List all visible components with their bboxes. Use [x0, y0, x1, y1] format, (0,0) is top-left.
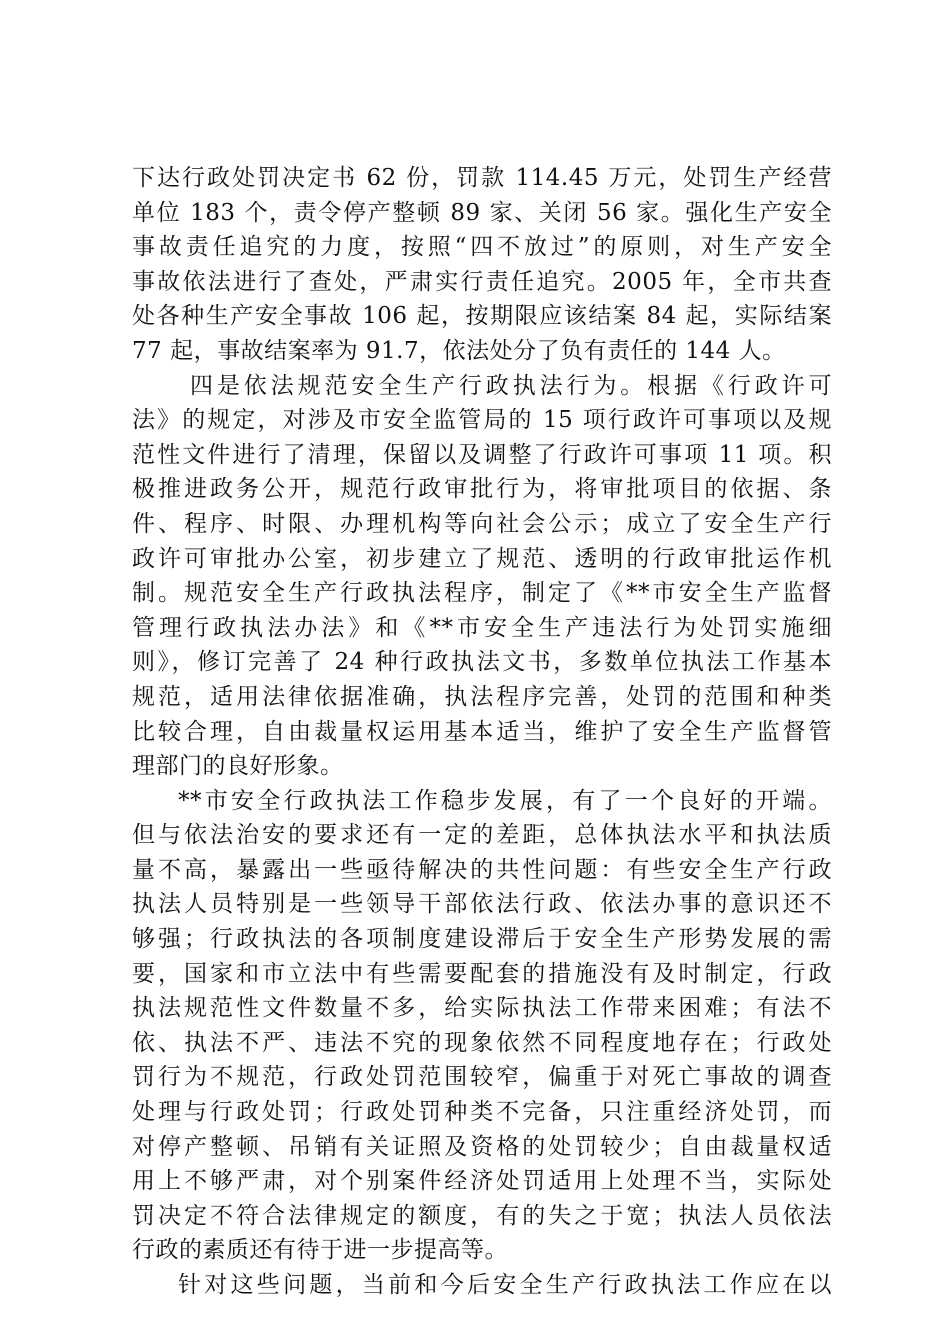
- text-line: 事故依法进行了查处，严肃实行责任追究。2005 年，全市共查: [132, 268, 832, 295]
- text-line: 罚行为不规范，行政处罚范围较窄，偏重于对死亡事故的调查: [132, 1064, 832, 1091]
- text-line: 政许可审批办公室，初步建立了规范、透明的行政审批运作机: [132, 545, 832, 572]
- paragraph-start-line: **市安全行政执法工作稳步发展，有了一个良好的开端。: [178, 787, 832, 814]
- text-line: 行政的素质还有待于进一步提高等。: [132, 1237, 508, 1264]
- text-line: 执法人员特别是一些领导干部依法行政、依法办事的意识还不: [132, 891, 832, 918]
- text-line: 件、程序、时限、办理机构等向社会公示；成立了安全生产行: [132, 510, 832, 537]
- text-line: 但与依法治安的要求还有一定的差距，总体执法水平和执法质: [132, 822, 832, 849]
- text-line: 用上不够严肃，对个别案件经济处罚适用上处理不当，实际处: [132, 1168, 832, 1195]
- text-line: 77 起，事故结案率为 91.7，依法处分了负有责任的 144 人。: [132, 337, 786, 364]
- text-line: 依、执法不严、违法不究的现象依然不同程度地存在；行政处: [132, 1029, 832, 1056]
- text-line: 规范，适用法律依据准确，执法程序完善，处罚的范围和种类: [132, 683, 832, 710]
- text-line: 管理行政执法办法》和《**市安全生产违法行为处罚实施细: [132, 614, 832, 641]
- text-line: 法》的规定，对涉及市安全监管局的 15 项行政许可事项以及规: [132, 407, 832, 434]
- text-line: 范性文件进行了清理，保留以及调整了行政许可事项 11 项。积: [132, 441, 832, 468]
- text-line: 极推进政务公开，规范行政审批行为，将审批项目的依据、条: [132, 476, 832, 503]
- paragraph-start-line: 针对这些问题，当前和今后安全生产行政执法工作应在以: [178, 1272, 832, 1298]
- text-line: 事故责任追究的力度，按照“四不放过”的原则，对生产安全: [132, 234, 832, 261]
- text-line: 处理与行政处罚；行政处罚种类不完备，只注重经济处罚，而: [132, 1099, 832, 1126]
- text-line: 则》，修订完善了 24 种行政执法文书，多数单位执法工作基本: [132, 649, 832, 676]
- text-line: 处各种生产安全事故 106 起，按期限应该结案 84 起，实际结案: [132, 303, 832, 330]
- text-line: 罚决定不符合法律规定的额度，有的失之于宽；执法人员依法: [132, 1202, 832, 1229]
- text-line: 比较合理，自由裁量权运用基本适当，维护了安全生产监督管: [132, 718, 832, 745]
- text-line: 量不高，暴露出一些亟待解决的共性问题：有些安全生产行政: [132, 856, 832, 883]
- text-line: 下达行政处罚决定书 62 份，罚款 114.45 万元，处罚生产经营: [132, 165, 832, 191]
- text-line: 理部门的良好形象。: [132, 753, 344, 780]
- document-body: [132, 161, 832, 1303]
- paragraph-start-line: 四是依法规范安全生产行政执法行为。根据《行政许可: [190, 372, 832, 399]
- text-line: 要，国家和市立法中有些需要配套的措施没有及时制定，行政: [132, 960, 832, 987]
- text-line: 单位 183 个，责令停产整顿 89 家、关闭 56 家。强化生产安全: [132, 199, 832, 226]
- text-line: 对停产整顿、吊销有关证照及资格的处罚较少；自由裁量权适: [132, 1133, 832, 1160]
- text-line: 执法规范性文件数量不多，给实际执法工作带来困难；有法不: [132, 995, 832, 1022]
- text-line: 制。规范安全生产行政执法程序，制定了《**市安全生产监督: [132, 580, 832, 607]
- text-line: 够强；行政执法的各项制度建设滞后于安全生产形势发展的需: [132, 926, 832, 953]
